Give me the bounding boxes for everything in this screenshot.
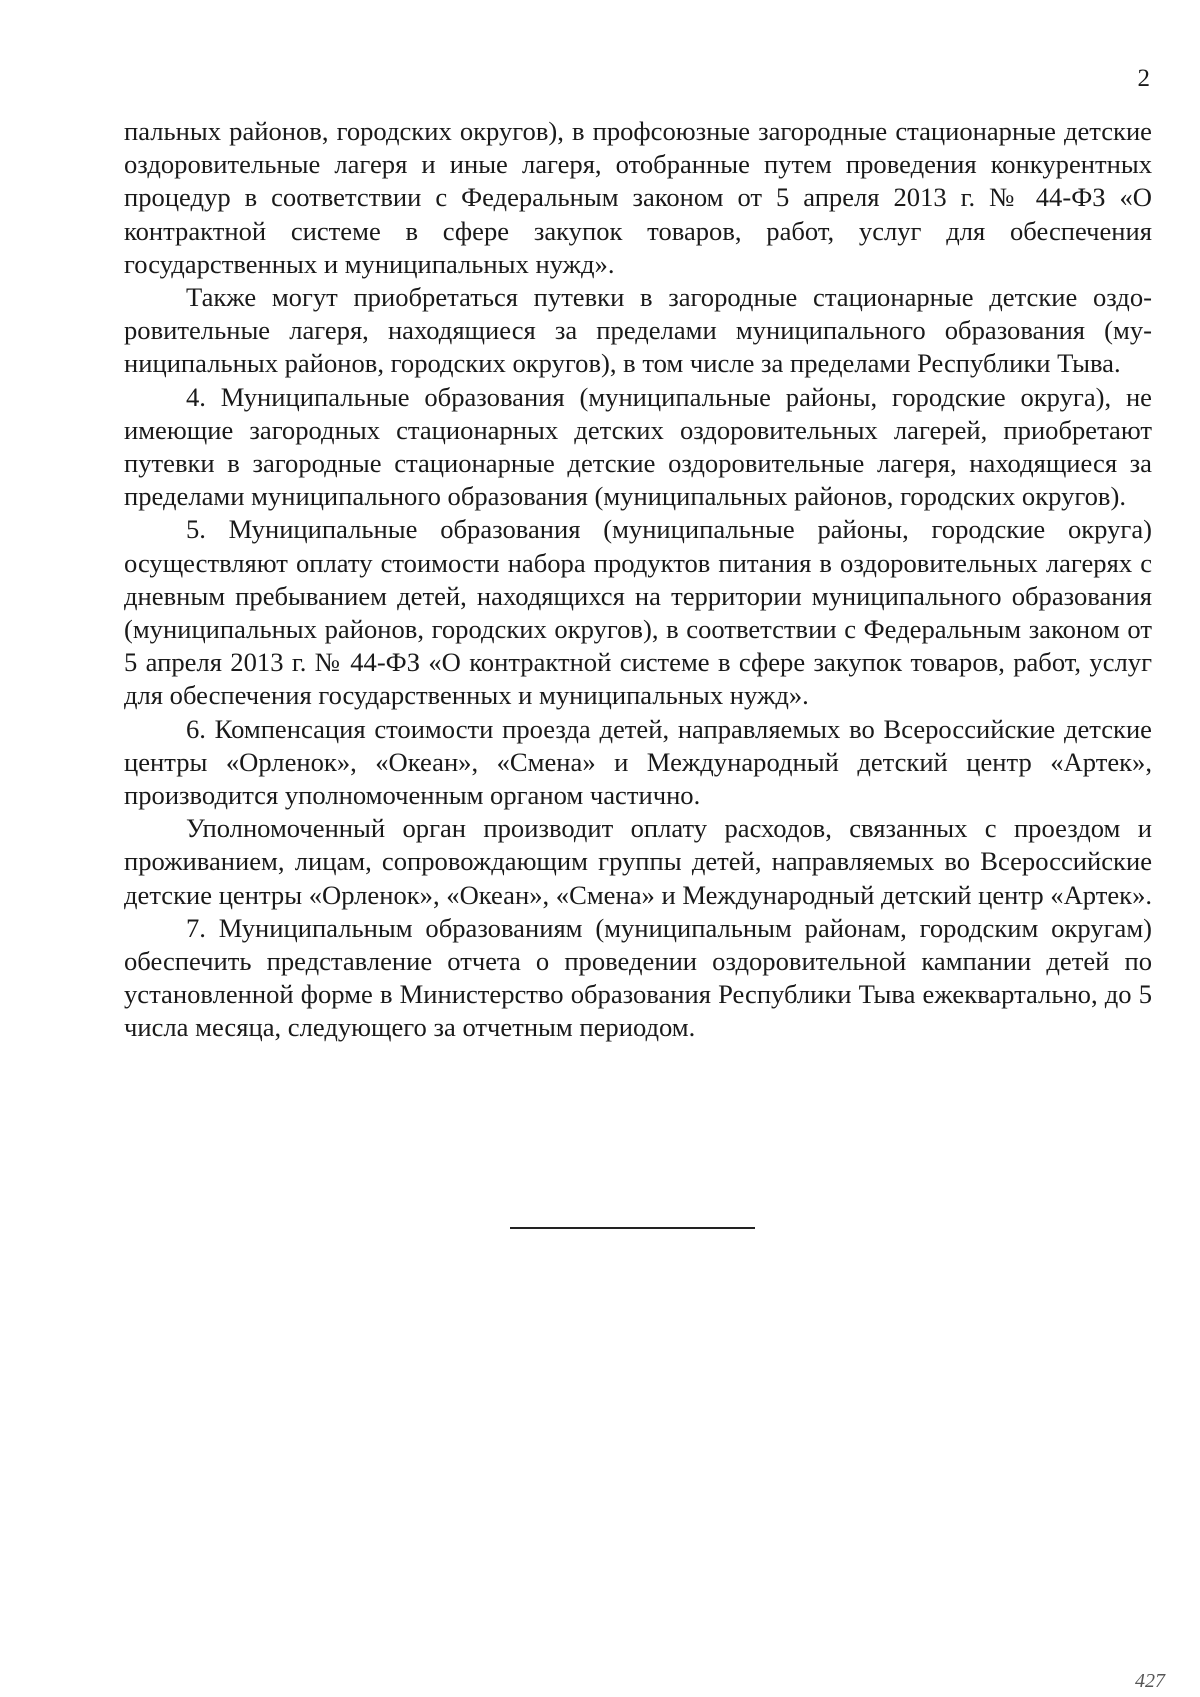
page-number: 2: [1137, 65, 1150, 92]
paragraph-item-4: 4. Муниципальные образования (муниципальные районы, городские округа), не имеющие загородных стационарных детских оздоровительных лагерей, приобретают путевки в загородные стационарные детские оздоровительные лагеря, находящиеся за пределами муниципального образования (муниципальных районов, городских округов).: [124, 381, 1152, 512]
handwritten-margin-mark: 427: [1135, 1670, 1165, 1692]
document-body: [124, 115, 1152, 1045]
paragraph-item-7: 7. Муниципальным образованиям (муниципальным районам, городским округам) обеспечить представление отчета о проведении оздоровительной кампании детей по установленной форме в Министерство образования Республики Тыва ежеквартально, до 5 числа месяца, следующего за отчетным периодом.: [124, 912, 1152, 1043]
paragraph-item-5: 5. Муниципальные образования (муниципальные районы, городские округа) осуществляют оплату стоимости набора продуктов питания в оздоровительных лагерях с дневным пребыванием детей, находящихся на территории муниципального образования (муниципальных районов, городских округов), в соответствии с Федеральным законом от 5 апреля 2013 г. № 44-ФЗ «О контрактной системе в сфере закупок товаров, работ, услуг для обеспечения государственных и муниципальных нужд».: [124, 514, 1152, 711]
paragraph-authorized-body: Уполномоченный орган производит оплату расходов, связанных с проездом и проживанием, лицам, сопровождающим группы детей, направляемых во Всероссийские детские центры «Орленок», «Океан», «Смена» и Международный детский центр «Артек».: [124, 813, 1153, 910]
paragraph-also-purchase: Также могут приобретаться путевки в загородные стационарные детские оздоровительные лагеря, находящиеся за пределами муниципального образования (муниципальных районов, городских округов), в том числе за пределами Республики Тыва.: [124, 282, 1152, 379]
paragraph-continuation: пальных районов, городских округов), в профсоюзные загородные стационарные детские оздоровительные лагеря и иные лагеря, отобранные путем проведения конкурентных процедур в соответствии с Федеральным законом от 5 апреля 2013 г. № 44-ФЗ «О контрактной системе в сфере закупок товаров, работ, услуг для обеспечения государственных и муниципальных нужд».: [124, 116, 1152, 279]
paragraph-item-6: 6. Компенсация стоимости проезда детей, направляемых во Всероссийские детские центры «Орленок», «Океан», «Смена» и Международный детский центр «Артек», производится уполномоченным органом частично.: [124, 713, 1152, 811]
closing-divider-line: [510, 1227, 755, 1229]
